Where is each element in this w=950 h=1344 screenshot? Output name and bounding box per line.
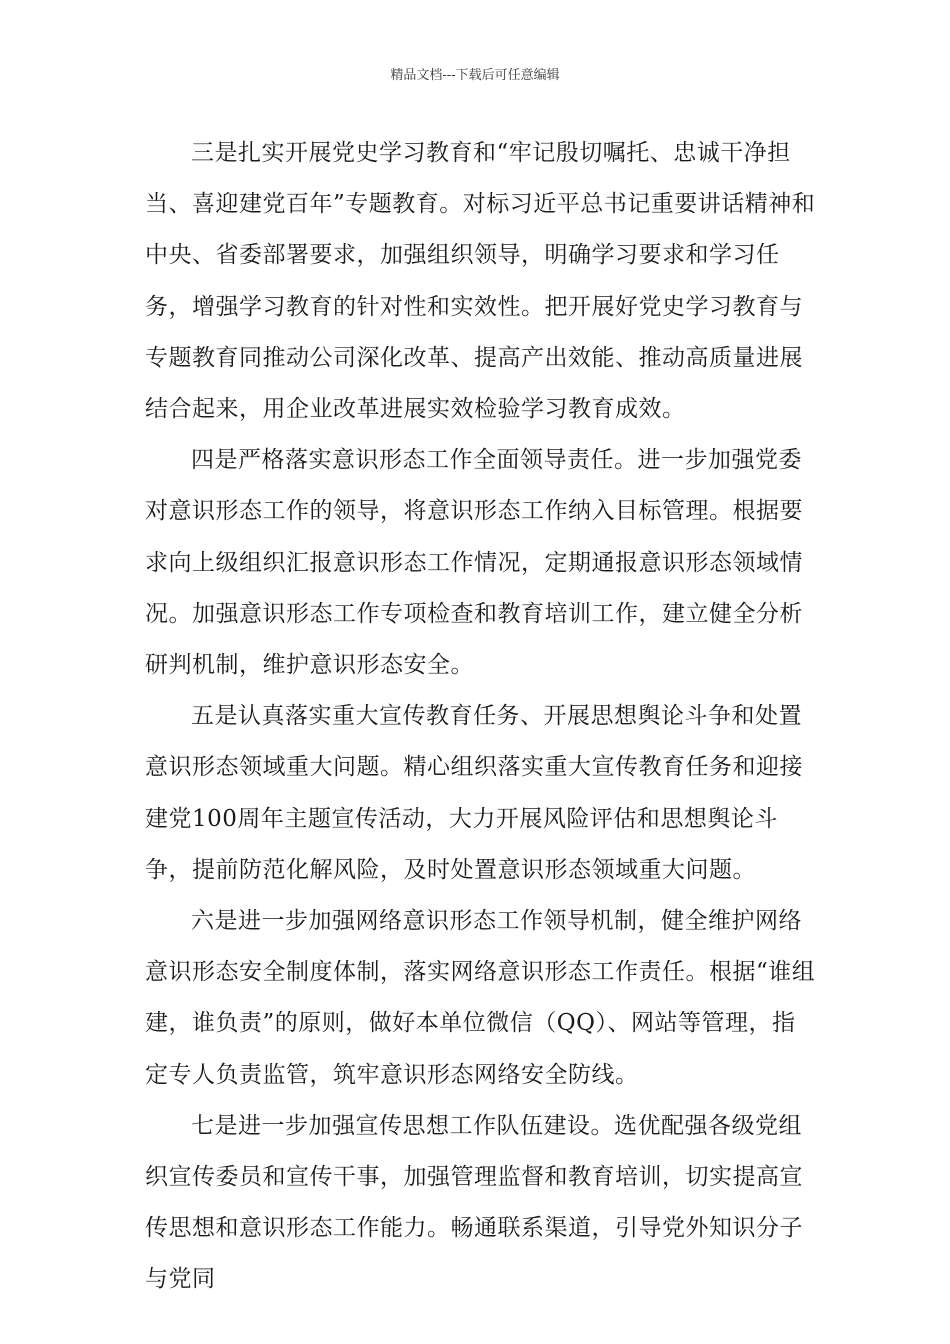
paragraph-6: 六是进一步加强网络意识形态工作领导机制，健全维护网络意识形态安全制度体制，落实网络意识形态工作责任。根据“谁组建，谁负责”的原则，做好本单位微信（QQ）、网站等管理，指定专人负责监管，筑牢意识形态网络安全防线。 [145, 908, 816, 1088]
paragraph-3: 三是扎实开展党史学习教育和“牢记殷切嘱托、忠诚干净担当、喜迎建党百年”专题教育。对标习近平总书记重要讲话精神和中央、省委部署要求，加强组织领导，明确学习要求和学习任务，增强学习教育的针对性和实效性。把开展好党史学习教育与专题教育同推动公司深化改革、提高产出效能、推动高质量进展结合起来，用企业改革进展实效检验学习教育成效。 [145, 140, 816, 423]
page-header: 精品文档---下载后可任意编辑 [390, 68, 560, 83]
paragraph-5: 五是认真落实重大宣传教育任务、开展思想舆论斗争和处置意识形态领域重大问题。精心组织落实重大宣传教育任务和迎接建党100周年主题宣传活动，大力开展风险评估和思想舆论斗争，提前防范化解风险，及时处置意识形态领域重大问题。 [145, 703, 803, 883]
document-body [145, 128, 817, 1306]
paragraph-4: 四是严格落实意识形态工作全面领导责任。进一步加强党委对意识形态工作的领导，将意识形态工作纳入目标管理。根据要求向上级组织汇报意识形态工作情况，定期通报意识形态领域情况。加强意识形态工作专项检查和教育培训工作，建立健全分析研判机制，维护意识形态安全。 [145, 447, 803, 679]
paragraph-7: 七是进一步加强宣传思想工作队伍建设。选优配强各级党组织宣传委员和宣传干事，加强管理监督和教育培训，切实提高宣传思想和意识形态工作能力。畅通联系渠道，引导党外知识分子与党同 [145, 1112, 803, 1293]
